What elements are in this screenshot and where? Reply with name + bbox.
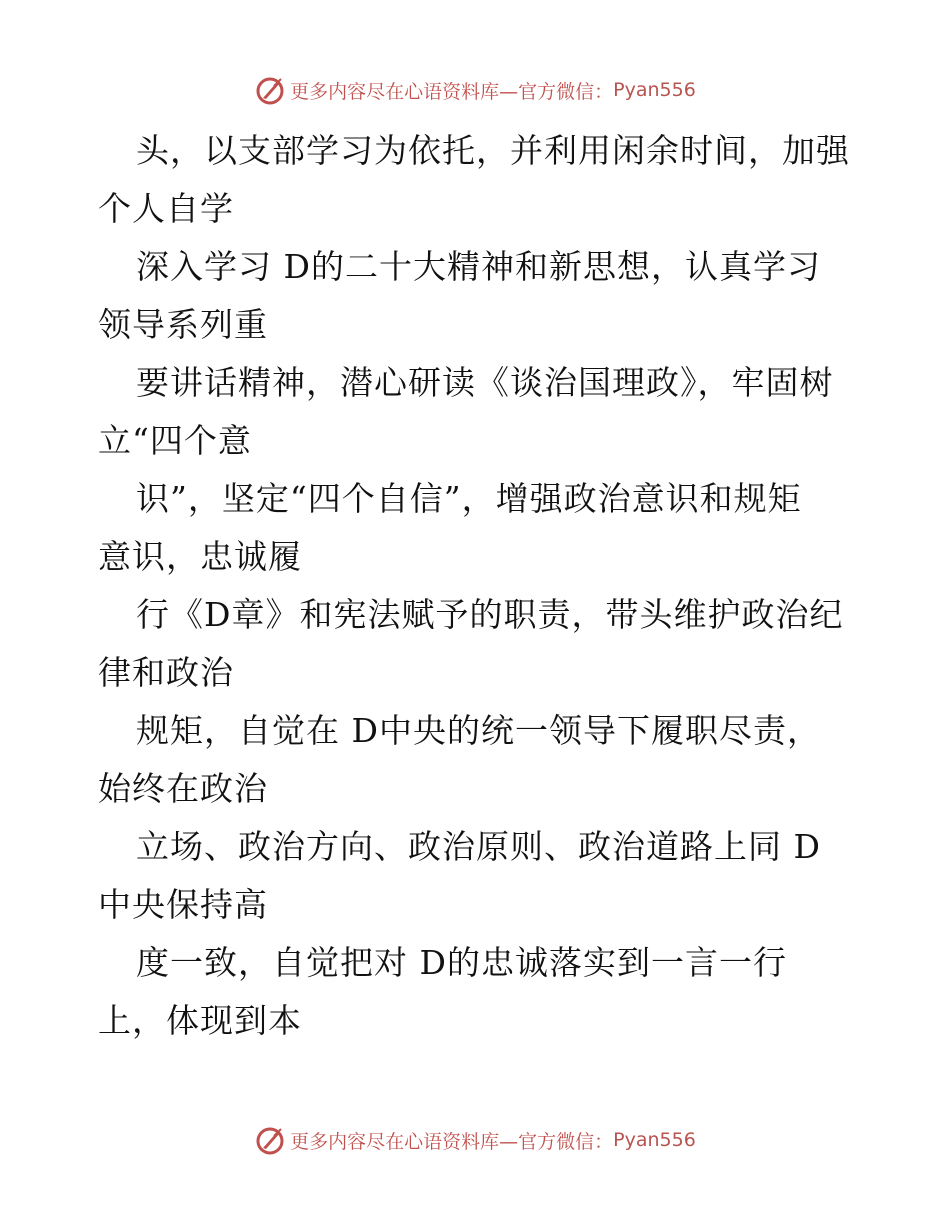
paragraph-line: 律和政治 <box>98 653 234 692</box>
paragraph-line: 识”，坚定“四个自信”，增强政治意识和规矩 <box>136 479 802 518</box>
paragraph <box>98 818 868 934</box>
paragraph-line: 始终在政治 <box>98 769 268 808</box>
banner-wechat-id: Pyan556 <box>613 79 696 101</box>
paragraph <box>98 702 868 818</box>
paragraph <box>98 354 868 470</box>
paragraph-line: 立场、政治方向、政治原则、政治道路上同 D <box>136 827 821 866</box>
paragraph <box>98 238 868 354</box>
footer-banner <box>0 1120 950 1160</box>
header-banner <box>0 70 950 110</box>
paragraph-line: 规矩，自觉在 D中央的统一领导下履职尽责， <box>136 711 821 750</box>
paragraph-line: 行《D章》和宪法赋予的职责，带头维护政治纪 <box>136 595 844 634</box>
quill-logo-icon <box>254 74 286 106</box>
paragraph-line: 立“四个意 <box>98 421 252 460</box>
document-body <box>98 122 868 1050</box>
quill-logo-icon <box>254 1124 286 1156</box>
paragraph-line: 要讲话精神，潜心研读《谈治国理政》，牢固树 <box>136 363 834 402</box>
paragraph <box>98 586 868 702</box>
paragraph-line: 意识，忠诚履 <box>98 537 302 576</box>
paragraph-line: 度一致，自觉把对 D的忠诚落实到一言一行 <box>136 943 787 982</box>
paragraph <box>98 122 868 238</box>
paragraph-line: 领导系列重 <box>98 305 268 344</box>
banner-text: 更多内容尽在心语资料库—官方微信： <box>290 80 614 103</box>
banner-wechat-id: Pyan556 <box>613 1129 696 1151</box>
paragraph-line: 上，体现到本 <box>98 1001 302 1040</box>
paragraph-line: 中央保持高 <box>98 885 268 924</box>
paragraph-line: 头，以支部学习为依托，并利用闲余时间，加强 <box>136 131 850 170</box>
paragraph-line: 深入学习 D的二十大精神和新思想，认真学习 <box>136 247 821 286</box>
paragraph-line: 个人自学 <box>98 189 234 228</box>
paragraph <box>98 934 868 1050</box>
paragraph <box>98 470 868 586</box>
banner-text: 更多内容尽在心语资料库—官方微信： <box>290 1130 614 1153</box>
